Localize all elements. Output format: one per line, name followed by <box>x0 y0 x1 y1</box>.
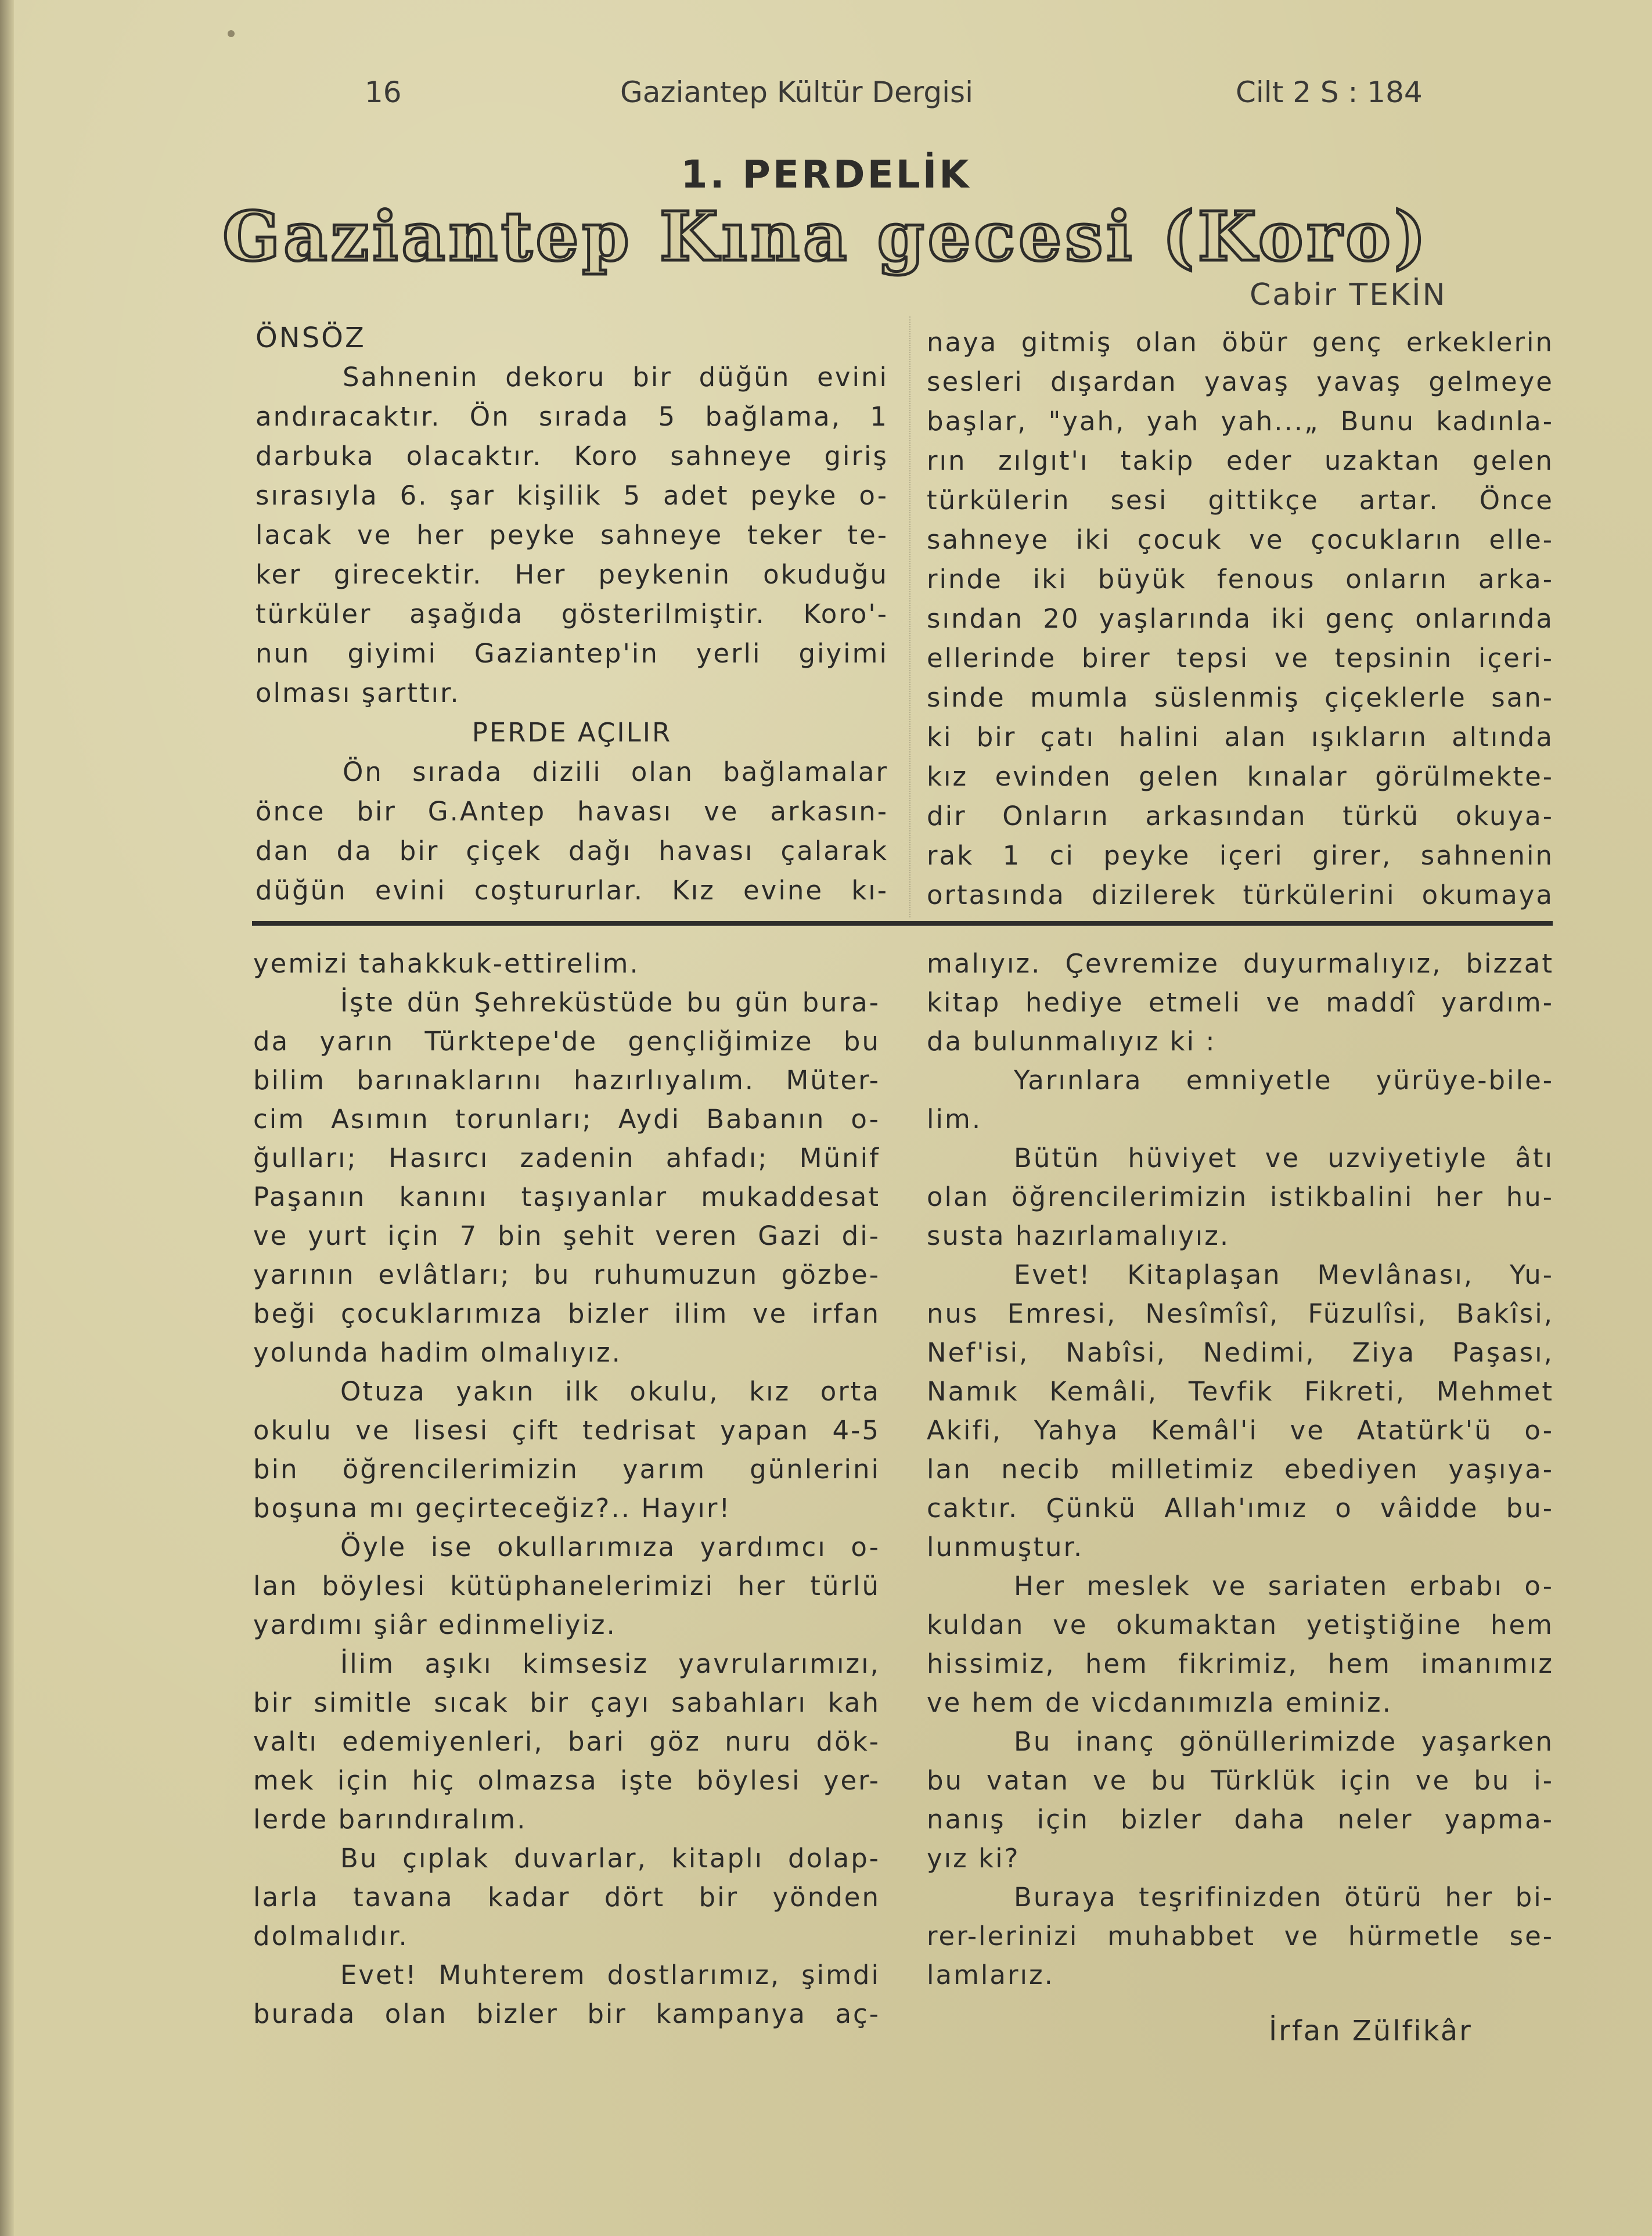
column-bottom-left <box>253 944 880 2033</box>
text-line: Nef'isi, Nabîsi, Nedimi, Ziya Paşası, <box>927 1337 1554 1368</box>
text-line: rer-lerinizi muhabbet ve hürmetle se- <box>927 1921 1554 1951</box>
text-line: başlar, "yah, yah yah...„ Bunu kadınla- <box>927 406 1554 437</box>
text-line: ortasında dizilerek türkülerini okumaya <box>927 880 1554 910</box>
text-line: yız ki? <box>927 1843 1020 1874</box>
text-line: bin öğrencilerimizin yarım günlerini <box>253 1454 880 1485</box>
text-line: nanış için bizler daha neler yapma- <box>927 1804 1554 1835</box>
text-line: kitap hediye etmeli ve maddî yardım- <box>927 987 1554 1018</box>
text-line: yardımı şiâr edinmeliyiz. <box>253 1610 617 1640</box>
text-line: dir Onların arkasından türkü okuya- <box>927 801 1554 831</box>
text-line: lan böylesi kütüphanelerimizi her türlü <box>253 1571 880 1601</box>
text-line: andıracaktır. Ön sırada 5 bağlama, 1 <box>255 401 888 432</box>
text-line: lunmuştur. <box>927 1532 1084 1562</box>
text-line: mek için hiç olmazsa işte böylesi yer- <box>253 1765 880 1796</box>
text-line: burada olan bizler bir kampanya aç- <box>253 1999 880 2029</box>
text-line: susta hazırlamalıyız. <box>927 1220 1230 1251</box>
text-line: ker girecektir. Her peykenin okuduğu <box>255 559 888 590</box>
text-line: larla tavana kadar dört bir yönden <box>253 1882 880 1913</box>
text-line: sından 20 yaşlarında iki genç onlarında <box>927 603 1554 634</box>
text-line: Akifi, Yahya Kemâl'i ve Atatürk'ü o- <box>927 1415 1554 1446</box>
text-line: lim. <box>927 1104 982 1135</box>
text-line: nus Emresi, Nesîmîsî, Füzulîsi, Bakîsi, <box>927 1298 1554 1329</box>
section-heading: ÖNSÖZ <box>255 322 366 354</box>
text-line: darbuka olacaktır. Koro sahneye giriş <box>255 441 888 471</box>
text-line: yemizi tahakkuk-ettirelim. <box>253 948 640 979</box>
text-line: rın zılgıt'ı takip eder uzaktan gelen <box>927 445 1554 476</box>
text-line: türküler aşağıda gösterilmiştir. Koro'- <box>255 599 888 629</box>
column-top-left <box>255 318 888 910</box>
text-line: Her meslek ve sariaten erbabı o- <box>1014 1571 1554 1601</box>
text-line: naya gitmiş olan öbür genç erkeklerin <box>927 327 1554 358</box>
text-line: lan necib milletimiz ebediyen yaşıya- <box>927 1454 1554 1485</box>
page-number: 16 <box>365 75 402 109</box>
text-line: İşte dün Şehreküstüde bu gün bura- <box>340 987 880 1018</box>
column-divider <box>909 316 910 917</box>
text-line: caktır. Çünkü Allah'ımız o vâidde bu- <box>927 1493 1554 1524</box>
article-title: Gaziantep Kına gecesi (Koro) <box>222 197 1430 276</box>
text-line: Evet! Muhterem dostlarımız, şimdi <box>340 1960 880 1990</box>
text-line: Yarınlara emniyetle yürüye-bile- <box>1014 1065 1554 1096</box>
text-line: Sahnenin dekoru bir düğün evini <box>343 362 888 393</box>
text-line: lerde barındıralım. <box>253 1804 527 1835</box>
text-line: rak 1 ci peyke içeri girer, sahnenin <box>927 840 1554 871</box>
text-line: Otuza yakın ilk okulu, kız orta <box>340 1376 880 1407</box>
text-line: türkülerin sesi gittikçe artar. Önce <box>927 485 1554 516</box>
text-line: ellerinde birer tepsi ve tepsinin içeri- <box>927 643 1554 674</box>
text-line: dan da bir çiçek dağı havası çalarak <box>255 836 888 866</box>
section-heading: PERDE AÇILIR <box>472 717 672 748</box>
text-line: malıyız. Çevremize duyurmalıyız, bizzat <box>927 948 1554 979</box>
text-line: boşuna mı geçirteceğiz?.. Hayır! <box>253 1493 732 1524</box>
text-line: sırasıyla 6. şar kişilik 5 adet peyke o- <box>255 480 888 511</box>
text-line: düğün evini coştururlar. Kız evine kı- <box>255 875 888 906</box>
text-line: bilim barınaklarını hazırlıyalım. Müter- <box>253 1065 880 1096</box>
text-line: Bütün hüviyet ve uzviyetiyle âtı <box>1014 1143 1554 1173</box>
article-signature: İrfan Zülfikâr <box>1269 2015 1473 2047</box>
text-line: sesleri dışardan yavaş yavaş gelmeye <box>927 366 1554 397</box>
text-line: Paşanın kanını taşıyanlar mukaddesat <box>253 1182 880 1212</box>
text-line: olan öğrencilerimizin istikbalini her hu- <box>927 1182 1554 1212</box>
text-line: ve hem de vicdanımızla eminiz. <box>927 1687 1392 1718</box>
journal-title: Gaziantep Kültür Dergisi <box>620 75 973 109</box>
text-line: rinde iki büyük fenous onların arka- <box>927 564 1554 595</box>
text-line: Ön sırada dizili olan bağlamalar <box>343 757 888 787</box>
text-line: Bu inanç gönüllerimizde yaşarken <box>1014 1726 1554 1757</box>
text-line: ki bir çatı halini alan ışıkların altında <box>927 722 1554 752</box>
act-label: 1. PERDELİK <box>681 152 971 197</box>
text-line: nun giyimi Gaziantep'in yerli giyimi <box>255 638 888 669</box>
column-bottom-right <box>927 944 1554 1994</box>
volume-issue: Cilt 2 S : 184 <box>1236 75 1423 109</box>
text-line: kız evinden gelen kınalar görülmekte- <box>927 761 1554 792</box>
text-line: dolmalıdır. <box>253 1921 409 1951</box>
author-name: Cabir TEKİN <box>1250 278 1447 312</box>
text-line: valtı edemiyenleri, bari göz nuru dök- <box>253 1726 880 1757</box>
text-line: ve yurt için 7 bin şehit veren Gazi di- <box>253 1220 880 1251</box>
text-line: hissimiz, hem fikrimiz, hem imanımız <box>927 1648 1554 1679</box>
text-line: cim Asımın torunları; Aydi Babanın o- <box>253 1104 880 1135</box>
text-line: Bu çıplak duvarlar, kitaplı dolap- <box>340 1843 880 1874</box>
text-line: bir simitle sıcak bir çayı sabahları kah <box>253 1687 880 1718</box>
text-line: yarının evlâtları; bu ruhumuzun gözbe- <box>253 1259 880 1290</box>
text-line: yolunda hadim olmalıyız. <box>253 1337 622 1368</box>
section-separator-rule <box>252 921 1553 926</box>
text-line: Buraya teşrifinizden ötürü her bi- <box>1014 1882 1554 1913</box>
text-line: İlim aşıkı kimsesiz yavrularımızı, <box>340 1648 880 1679</box>
text-line: da yarın Türktepe'de gençliğimize bu <box>253 1026 880 1057</box>
page-binding-edge <box>0 0 14 2236</box>
text-line: sinde mumla süslenmiş çiçeklerle san- <box>927 682 1554 713</box>
text-line: beği çocuklarımıza bizler ilim ve irfan <box>253 1298 880 1329</box>
text-line: kuldan ve okumaktan yetiştiğine hem <box>927 1610 1554 1640</box>
text-line: ğulları; Hasırcı zadenin ahfadı; Münif <box>253 1143 880 1173</box>
text-line: da bulunmalıyız ki : <box>927 1026 1216 1057</box>
text-line: lamlarız. <box>927 1960 1054 1990</box>
text-line: okulu ve lisesi çift tedrisat yapan 4-5 <box>253 1415 880 1446</box>
text-line: Evet! Kitaplaşan Mevlânası, Yu- <box>1014 1259 1554 1290</box>
text-line: önce bir G.Antep havası ve arkasın- <box>255 796 888 827</box>
ink-spot <box>228 30 235 37</box>
text-line: bu vatan ve bu Türklük için ve bu i- <box>927 1765 1554 1796</box>
text-line: Namık Kemâli, Tevfik Fikreti, Mehmet <box>927 1376 1554 1407</box>
text-line: lacak ve her peyke sahneye teker te- <box>255 520 888 550</box>
text-line: sahneye iki çocuk ve çocukların elle- <box>927 524 1554 555</box>
text-line: Öyle ise okullarımıza yardımcı o- <box>340 1532 880 1562</box>
text-line: olması şarttır. <box>255 678 460 708</box>
column-top-right <box>927 323 1554 915</box>
